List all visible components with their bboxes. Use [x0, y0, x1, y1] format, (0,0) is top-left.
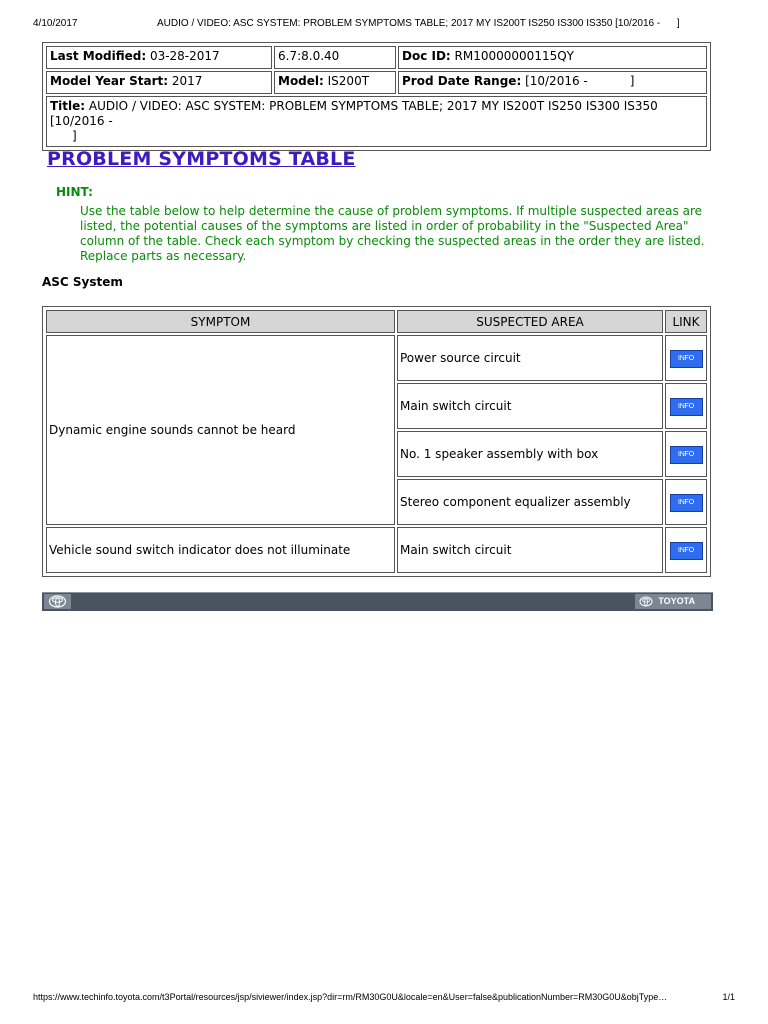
header-symptom: SYMPTOM [46, 310, 395, 333]
model-cell [274, 71, 396, 94]
version-value: 6.7:8.0.40 [278, 49, 340, 63]
suspected-area-cell: Main switch circuit [397, 383, 663, 429]
info-button[interactable]: INFO [670, 494, 703, 512]
prod-date-cell [398, 71, 707, 94]
title-label: Title: [50, 99, 86, 113]
header-link: LINK [665, 310, 707, 333]
title-cell [46, 96, 707, 147]
last-modified-cell [46, 46, 272, 69]
toyota-emblem-icon [639, 596, 653, 607]
print-url: https://www.techinfo.toyota.com/t3Portal/resources/jsp/siviewer/index.jsp?dir=rm/RM30G0U&locale=en&User=false&publicationNumber=RM30G0U&objType… [33, 992, 668, 1002]
section-title: ASC System [42, 275, 123, 289]
doc-id-label: Doc ID: [402, 49, 451, 63]
title-value: AUDIO / VIDEO: ASC SYSTEM: PROBLEM SYMPTOMS TABLE; 2017 MY IS200T IS250 IS300 IS350 [10/2016 - [50, 99, 658, 128]
toyota-logo [635, 594, 711, 609]
problem-symptoms-table [42, 306, 711, 577]
print-date: 4/10/2017 [33, 18, 78, 29]
info-button[interactable]: INFO [670, 350, 703, 368]
link-cell [665, 335, 707, 381]
toyota-wordmark: TOYOTA [658, 596, 695, 606]
suspected-area-cell: No. 1 speaker assembly with box [397, 431, 663, 477]
suspected-area-cell: Power source circuit [397, 335, 663, 381]
model-year-value: 2017 [168, 74, 203, 88]
last-modified-label: Last Modified: [50, 49, 147, 63]
symptom-cell: Dynamic engine sounds cannot be heard [46, 335, 395, 525]
print-footer [33, 992, 735, 1006]
link-cell [665, 383, 707, 429]
symptom-cell: Vehicle sound switch indicator does not illuminate [46, 527, 395, 573]
print-title: AUDIO / VIDEO: ASC SYSTEM: PROBLEM SYMPTOMS TABLE; 2017 MY IS200T IS250 IS300 IS350 [10/2016 - ] [157, 18, 680, 29]
link-cell [665, 527, 707, 573]
link-cell [665, 479, 707, 525]
toyota-emblem-icon [44, 594, 71, 609]
print-header [33, 18, 735, 32]
hint-label: HINT: [56, 185, 93, 199]
model-label: Model: [278, 74, 324, 88]
suspected-area-cell: Main switch circuit [397, 527, 663, 573]
last-modified-value: 03-28-2017 [146, 49, 220, 63]
info-button[interactable]: INFO [670, 446, 703, 464]
version-cell [274, 46, 396, 69]
prod-date-label: Prod Date Range: [402, 74, 522, 88]
header-suspected-area: SUSPECTED AREA [397, 310, 663, 333]
info-button[interactable]: INFO [670, 542, 703, 560]
document-meta-table [42, 42, 711, 151]
link-cell [665, 431, 707, 477]
info-button[interactable]: INFO [670, 398, 703, 416]
model-year-label: Model Year Start: [50, 74, 169, 88]
footer-bar [42, 592, 713, 611]
suspected-area-cell: Stereo component equalizer assembly [397, 479, 663, 525]
page-heading: PROBLEM SYMPTOMS TABLE [47, 148, 356, 170]
title-continuation: ] [72, 129, 77, 143]
doc-id-value: RM10000000115QY [450, 49, 574, 63]
model-year-cell [46, 71, 272, 94]
table-row [46, 527, 707, 573]
prod-date-value: [10/2016 - ] [521, 74, 635, 88]
hint-text: Use the table below to help determine the cause of problem symptoms. If multiple suspected areas are listed, the potential causes of the symptoms are listed in order of probability in the "Suspected Area" column of the table. Check each symptom by checking the suspected areas in the order they are listed. Replace parts as necessary. [80, 204, 705, 263]
table-row [46, 335, 707, 381]
model-value: IS200T [323, 74, 370, 88]
page-number: 1/1 [722, 992, 735, 1002]
doc-id-cell [398, 46, 707, 69]
